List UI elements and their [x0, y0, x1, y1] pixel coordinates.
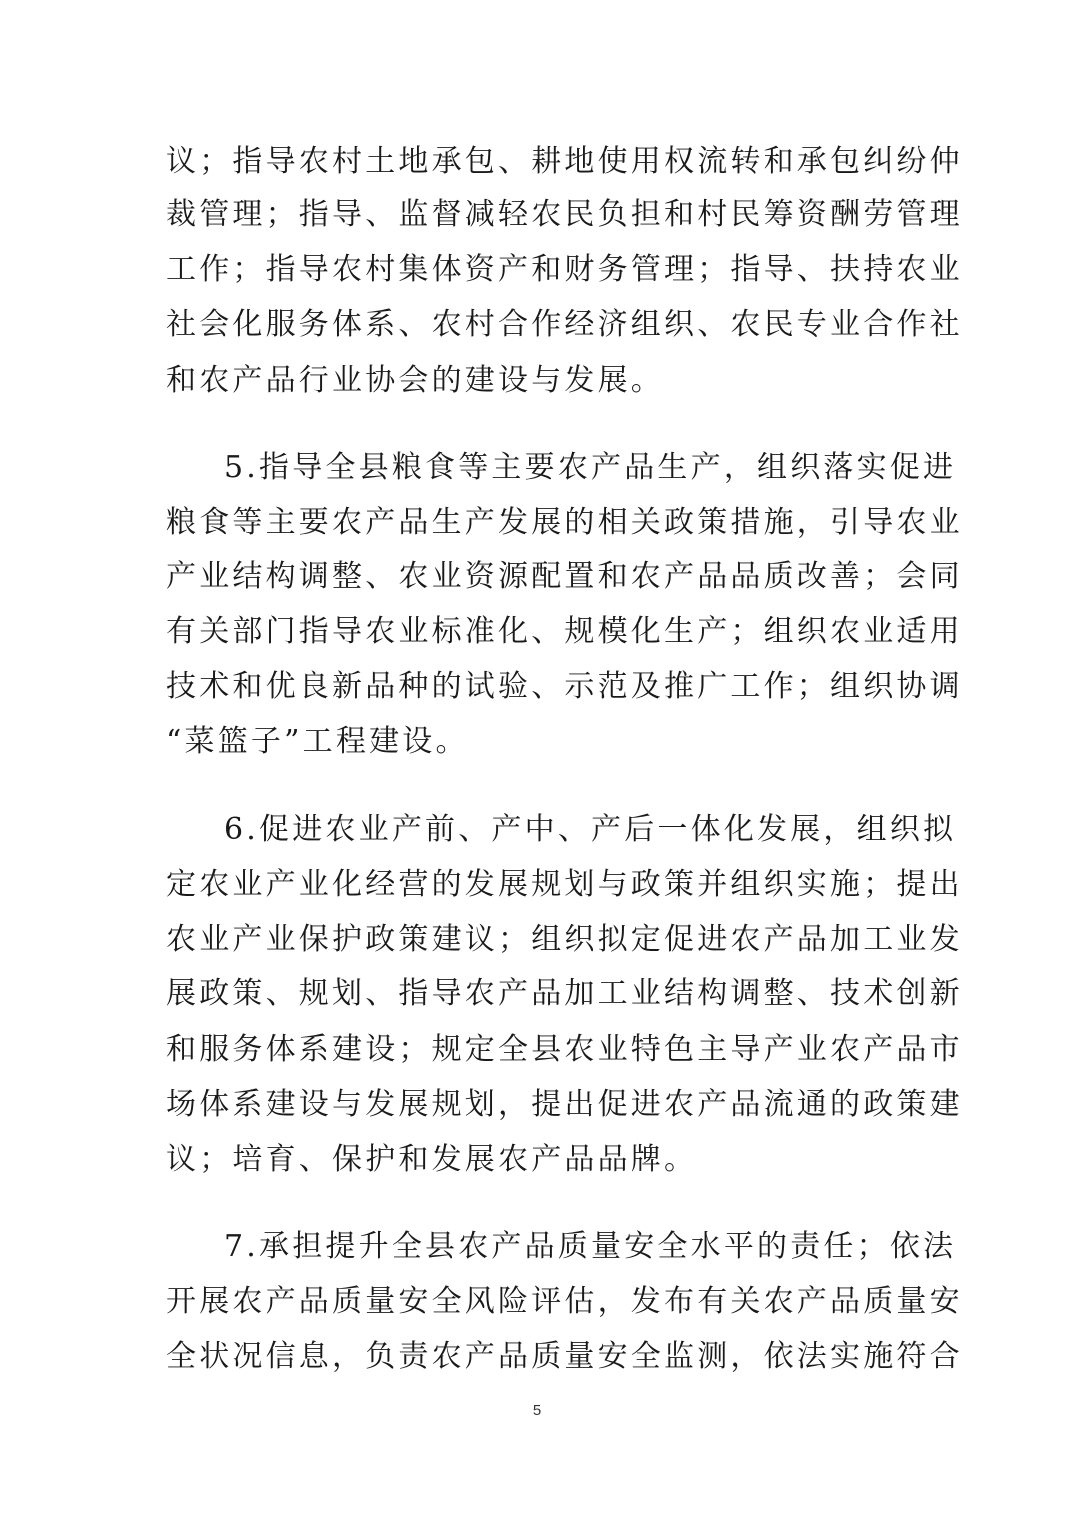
text-line: 和农产品行业协会的建设与发展。	[166, 363, 664, 398]
text-line: 定农业产业化经营的发展规划与政策并组织实施；提出	[166, 867, 963, 902]
page-number: 5	[532, 1402, 542, 1419]
paragraph-first-line: 5.指导全县粮食等主要农产品生产，组织落实促进	[224, 450, 957, 485]
text-line: 粮食等主要农产品生产发展的相关政策措施，引导农业	[166, 505, 963, 540]
text-line: 裁管理；指导、监督减轻农民负担和村民筹资酬劳管理	[166, 197, 963, 232]
text-line: 开展农产品质量安全风险评估，发布有关农产品质量安	[166, 1284, 963, 1319]
text-line: 议；培育、保护和发展农产品品牌。	[166, 1142, 698, 1177]
text-line: 社会化服务体系、农村合作经济组织、农民专业合作社	[166, 307, 963, 342]
text-line: “菜篮子”工程建设。	[166, 724, 469, 759]
text-line: 农业产业保护政策建议；组织拟定促进农产品加工业发	[166, 922, 963, 957]
paragraph-first-line: 7.承担提升全县农产品质量安全水平的责任；依法	[224, 1229, 957, 1264]
text-line: 场体系建设与发展规划，提出促进农产品流通的政策建	[166, 1087, 963, 1122]
text-line: 全状况信息，负责农产品质量安全监测，依法实施符合	[166, 1339, 963, 1374]
text-line: 工作；指导农村集体资产和财务管理；指导、扶持农业	[166, 252, 963, 287]
text-line: 产业结构调整、农业资源配置和农产品品质改善；会同	[166, 559, 963, 594]
text-line: 有关部门指导农业标准化、规模化生产；组织农业适用	[166, 614, 963, 649]
paragraph-first-line: 6.促进农业产前、产中、产后一体化发展，组织拟	[224, 812, 957, 847]
text-line: 和服务体系建设；规定全县农业特色主导产业农产品市	[166, 1032, 963, 1067]
text-line: 议；指导农村土地承包、耕地使用权流转和承包纠纷仲	[166, 144, 963, 179]
text-line: 展政策、规划、指导农产品加工业结构调整、技术创新	[166, 976, 963, 1011]
text-line: 技术和优良新品种的试验、示范及推广工作；组织协调	[166, 669, 963, 704]
